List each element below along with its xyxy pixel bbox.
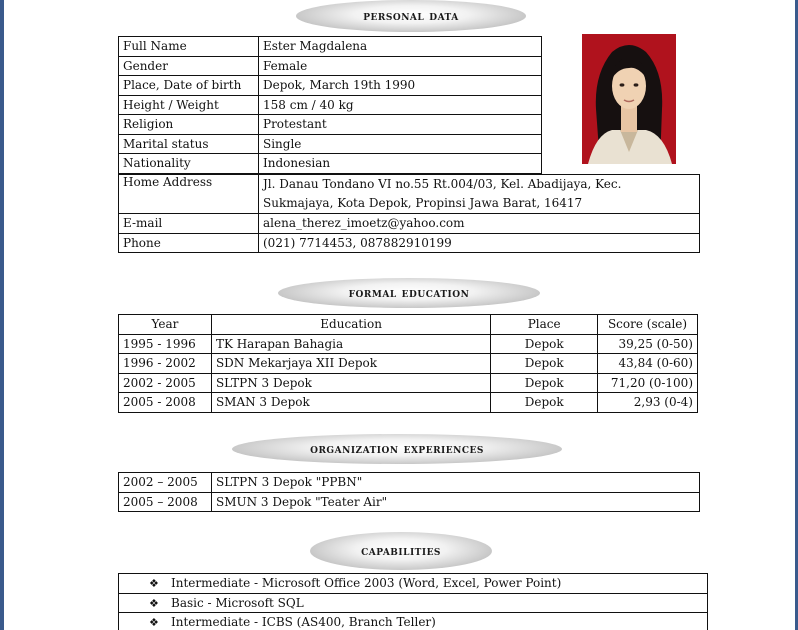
- field-value: Protestant: [259, 115, 542, 135]
- capability-text: Basic - Microsoft SQL: [171, 595, 304, 610]
- table-cell: Depok: [491, 354, 598, 374]
- left-border: [0, 0, 4, 630]
- address-line-2: Sukmajaya, Kota Depok, Propinsi Jawa Barat, 16417: [263, 196, 583, 210]
- field-value: 158 cm / 40 kg: [259, 95, 542, 115]
- table-row: [119, 76, 542, 96]
- table-cell: 1996 - 2002: [119, 354, 212, 374]
- table-row: [119, 214, 700, 234]
- field-label: Phone: [119, 233, 259, 253]
- table-row: [119, 37, 542, 57]
- table-cell: 2005 – 2008: [119, 492, 212, 512]
- capability-item: [119, 613, 708, 630]
- contact-table: [118, 174, 700, 253]
- field-label: E-mail: [119, 214, 259, 234]
- table-row: [119, 393, 698, 413]
- field-value: alena_therez_imoetz@yahoo.com: [259, 214, 700, 234]
- section-heading-capabilities: capabilities: [310, 532, 492, 570]
- section-heading-personal: personal data: [296, 0, 526, 32]
- table-cell: 2002 - 2005: [119, 373, 212, 393]
- capabilities-table: [118, 573, 708, 630]
- capability-text: Intermediate - ICBS (AS400, Branch Teller): [171, 615, 436, 630]
- field-label: Height / Weight: [119, 95, 259, 115]
- table-cell: 39,25 (0-50): [598, 334, 698, 354]
- field-value: Indonesian: [259, 154, 542, 174]
- diamond-bullet-icon: ❖: [149, 577, 159, 591]
- field-value: Female: [259, 56, 542, 76]
- column-header: Education: [211, 315, 490, 335]
- table-row: [119, 574, 708, 594]
- table-row: [119, 56, 542, 76]
- table-cell: 71,20 (0-100): [598, 373, 698, 393]
- diamond-bullet-icon: ❖: [149, 596, 159, 610]
- address-line-1: Jl. Danau Tondano VI no.55 Rt.004/03, Kel. Abadijaya, Kec.: [263, 177, 622, 191]
- table-row: [119, 134, 542, 154]
- field-label: Place, Date of birth: [119, 76, 259, 96]
- table-cell: SLTPN 3 Depok "PPBN": [211, 473, 699, 493]
- table-row: [119, 334, 698, 354]
- field-label: Marital status: [119, 134, 259, 154]
- table-row: [119, 473, 700, 493]
- table-cell: SLTPN 3 Depok: [211, 373, 490, 393]
- table-row: [119, 233, 700, 253]
- table-cell: Depok: [491, 373, 598, 393]
- personal-table: [118, 36, 542, 174]
- table-row: [119, 175, 700, 214]
- capability-item: [119, 593, 708, 613]
- diamond-bullet-icon: ❖: [149, 616, 159, 630]
- table-cell: SMUN 3 Depok "Teater Air": [211, 492, 699, 512]
- address-label: Home Address: [119, 175, 259, 214]
- table-cell: SMAN 3 Depok: [211, 393, 490, 413]
- table-row: [119, 354, 698, 374]
- capability-item: [119, 574, 708, 594]
- education-table: [118, 314, 698, 413]
- portrait-illustration: [582, 34, 676, 164]
- table-cell: 2,93 (0-4): [598, 393, 698, 413]
- table-cell: Depok: [491, 334, 598, 354]
- field-label: Nationality: [119, 154, 259, 174]
- table-row: [119, 492, 700, 512]
- table-row: [119, 315, 698, 335]
- section-heading-education: formal education: [278, 278, 540, 308]
- field-value: (021) 7714453, 087882910199: [259, 233, 700, 253]
- organization-table: [118, 472, 700, 512]
- table-row: [119, 373, 698, 393]
- field-value: Ester Magdalena: [259, 37, 542, 57]
- table-cell: 43,84 (0-60): [598, 354, 698, 374]
- field-label: Religion: [119, 115, 259, 135]
- field-value: Depok, March 19th 1990: [259, 76, 542, 96]
- field-label: Full Name: [119, 37, 259, 57]
- column-header: Score (scale): [598, 315, 698, 335]
- table-row: [119, 154, 542, 174]
- section-heading-organization: organization experiences: [232, 434, 562, 464]
- table-cell: 2002 – 2005: [119, 473, 212, 493]
- field-value: Single: [259, 134, 542, 154]
- table-cell: 1995 - 1996: [119, 334, 212, 354]
- table-cell: 2005 - 2008: [119, 393, 212, 413]
- table-cell: TK Harapan Bahagia: [211, 334, 490, 354]
- table-row: [119, 95, 542, 115]
- column-header: Place: [491, 315, 598, 335]
- column-header: Year: [119, 315, 212, 335]
- table-cell: SDN Mekarjaya XII Depok: [211, 354, 490, 374]
- table-row: [119, 613, 708, 630]
- table-row: [119, 115, 542, 135]
- field-label: Gender: [119, 56, 259, 76]
- capability-text: Intermediate - Microsoft Office 2003 (Word, Excel, Power Point): [171, 576, 562, 591]
- table-row: [119, 593, 708, 613]
- profile-photo: [582, 34, 676, 164]
- table-cell: Depok: [491, 393, 598, 413]
